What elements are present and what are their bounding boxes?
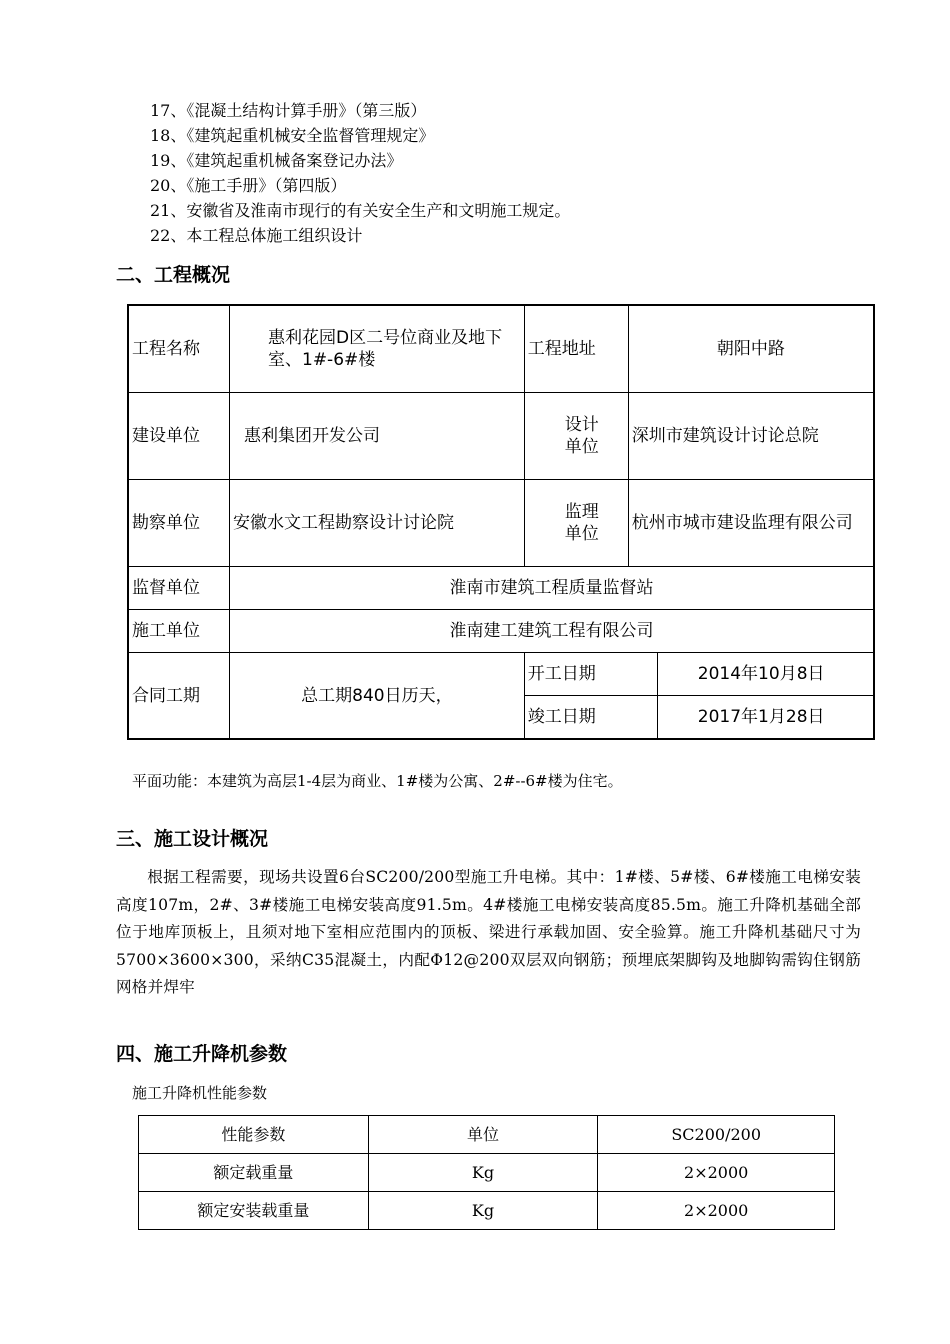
reference-item: 22、本工程总体施工组织设计 [150,226,363,245]
reference-item: 17、《混凝土结构计算手册》（第三版） [150,101,427,120]
params-table-caption: 施工升降机性能参数 [132,1084,268,1102]
table-cell: 额定安装载重量 [139,1192,369,1230]
reference-item: 21、安徽省及淮南市现行的有关安全生产和文明施工规定。 [150,201,571,220]
reference-item: 18、《建筑起重机械安全监督管理规定》 [150,126,435,145]
address-label: 工程地址 [524,305,628,393]
header-cell: 性能参数 [139,1116,369,1154]
section-3-heading: 三、施工设计概况 [116,828,269,850]
reference-item: 20、《施工手册》（第四版） [150,176,347,195]
reference-item: 19、《建筑起重机械备案登记办法》 [150,151,403,170]
header-cell: SC200/200 [598,1116,835,1154]
table-cell: Kg [368,1192,598,1230]
section-2-heading: 二、工程概况 [116,264,231,286]
table-cell: Kg [368,1154,598,1192]
oversight-value: 淮南市建筑工程质量监督站 [230,567,875,610]
elevator-params-table [138,1115,835,1230]
table-row [139,1192,835,1230]
section-4-heading: 四、施工升降机参数 [116,1043,288,1065]
supervisor-value: 杭州市城市建设监理有限公司 [628,480,874,567]
builder-value: 惠利集团开发公司 [230,393,525,480]
designer-label: 设计单位 [524,393,628,480]
reference-list [150,98,570,248]
table-cell: 2×2000 [598,1154,835,1192]
supervisor-label: 监理单位 [524,480,628,567]
function-note: 平面功能：本建筑为高层1-4层为商业、1#楼为公寓、2#--6#楼为住宅。 [132,772,623,790]
contractor-value: 淮南建工建筑工程有限公司 [230,610,875,653]
start-date-label: 开工日期 [524,653,657,696]
survey-value: 安徽水文工程勘察设计讨论院 [230,480,525,567]
project-name-value: 惠利花园D区二号位商业及地下室、1#-6#楼 [230,305,525,393]
table-row [139,1154,835,1192]
contract-label: 合同工期 [128,653,230,740]
project-name-label: 工程名称 [128,305,230,393]
table-cell: 2×2000 [598,1192,835,1230]
table-cell: 额定载重量 [139,1154,369,1192]
end-date-value: 2017年1月28日 [657,696,874,740]
project-overview-table [127,304,875,740]
table-row [139,1116,835,1154]
contractor-label: 施工单位 [128,610,230,653]
start-date-value: 2014年10月8日 [657,653,874,696]
contract-period-value: 总工期840日历天， [230,653,525,740]
end-date-label: 竣工日期 [524,696,657,740]
builder-label: 建设单位 [128,393,230,480]
design-paragraph: 根据工程需要，现场共设置6台SC200/200型施工升电梯。其中：1#楼、5#楼、6#楼施工电梯安装高度107m，2#、3#楼施工电梯安装高度91.5m。4#楼施工电梯安装高度85.5m。施工升降机基础全部位于地库顶板上，且须对地下室相应范围内的顶板、梁进行承载加固、安全验算。施工升降机基础尺寸为5700×3600×300，采纳C35混凝土，内配Φ12@200双层双向钢筋；预埋底架脚钩及地脚钩需钩住钢筋网格并焊牢 [116,868,861,996]
designer-value: 深圳市建筑设计讨论总院 [628,393,874,480]
oversight-label: 监督单位 [128,567,230,610]
header-cell: 单位 [368,1116,598,1154]
address-value: 朝阳中路 [628,305,874,393]
survey-label: 勘察单位 [128,480,230,567]
